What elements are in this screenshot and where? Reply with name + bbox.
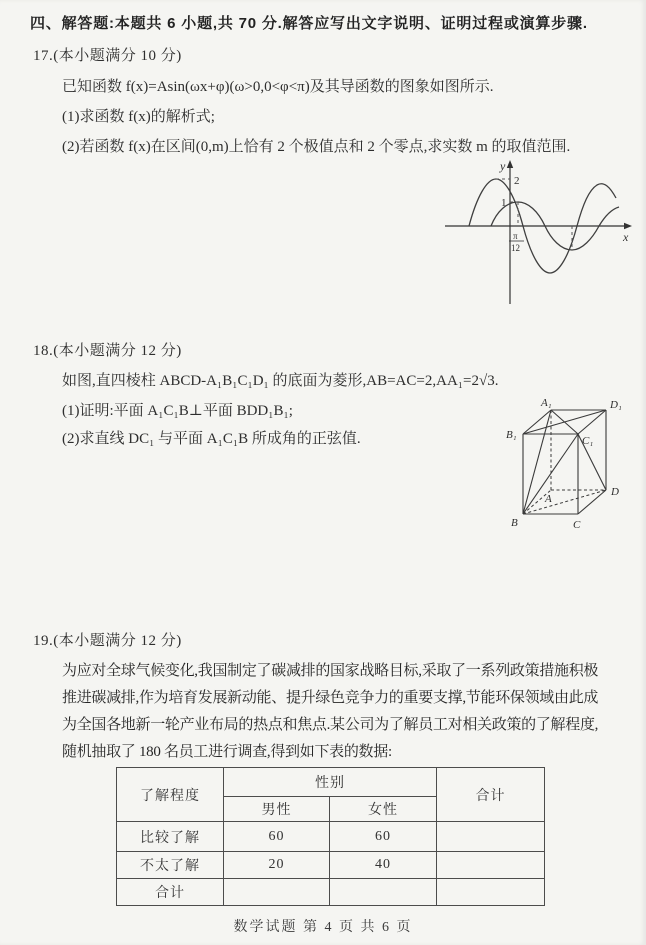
vertex-label-b: B — [511, 517, 518, 529]
table-cell-total-value — [437, 852, 545, 879]
x-axis-label: x — [623, 230, 629, 244]
prism-solid-edges — [523, 410, 606, 514]
q17-part-2: (2)若函数 f(x)在区间(0,m)上恰有 2 个极值点和 2 个零点,求实数 m 的取值范围. — [62, 139, 571, 155]
q19-paragraph-line: 随机抽取了 180 名员工进行调查,得到如下表的数据: — [62, 744, 392, 760]
q18-title: 18.(本小题满分 12 分) — [33, 343, 182, 359]
q17-function-graph — [437, 158, 642, 315]
section-header: 四、解答题:本题共 6 小题,共 70 分.解答应写出文字说明、证明过程或演算步骤. — [30, 15, 588, 32]
table-cell-row-label: 合计 — [117, 879, 224, 906]
q17-part-1: (1)求函数 f(x)的解析式; — [62, 109, 215, 125]
vertex-label-a1: A₁ — [541, 397, 552, 409]
y-tick-2: 2 — [514, 175, 520, 187]
y-axis-arrow-icon — [507, 160, 513, 168]
vertex-label-d1: D₁ — [610, 399, 622, 411]
table-header-male: 男性 — [224, 797, 330, 822]
x-tick-pi-numerator: π — [513, 231, 518, 241]
x-axis-arrow-icon — [624, 223, 632, 229]
q19-title: 19.(本小题满分 12 分) — [33, 633, 182, 649]
table-header-female: 女性 — [330, 797, 437, 822]
table-row — [117, 879, 545, 906]
q17-intro: 已知函数 f(x)=Asin(ωx+φ)(ω>0,0<φ<π)及其导函数的图象如图所示. — [62, 79, 494, 95]
x-tick-12-denominator: 12 — [511, 243, 520, 253]
q19-paragraph-line: 推进碳减排,作为培育发展新动能、提升绿色竞争力的重要支撑,节能环保领域由此成 — [62, 690, 599, 706]
table-cell-total-value — [437, 879, 545, 906]
q18-intro: 如图,直四棱柱 ABCD-A₁B₁C₁D₁ 的底面为菱形,AB=AC=2,AA₁=2√3. — [62, 373, 499, 389]
vertex-label-a: A — [545, 493, 552, 505]
vertex-label-d: D — [611, 486, 619, 498]
table-cell-male-value — [224, 879, 330, 906]
vertex-label-c: C — [573, 519, 581, 531]
table-cell-male-value: 60 — [224, 822, 330, 852]
y-axis-label: y — [500, 159, 506, 173]
table-header-degree: 了解程度 — [117, 768, 224, 822]
q18-part-1: (1)证明:平面 A₁C₁B⊥平面 BDD₁B₁; — [62, 403, 293, 419]
y-tick-1: 1 — [501, 197, 507, 209]
q19-paragraph-line: 为全国各地新一轮产业布局的热点和焦点.某公司为了解员工对相关政策的了解程度, — [62, 717, 599, 733]
table-cell-row-label: 比较了解 — [117, 822, 224, 852]
vertex-label-b1: B₁ — [506, 429, 517, 441]
table-cell-female-value: 40 — [330, 852, 437, 879]
table-header-gender: 性别 — [224, 768, 437, 797]
table-cell-female-value: 60 — [330, 822, 437, 852]
table-cell-male-value: 20 — [224, 852, 330, 879]
q17-title: 17.(本小题满分 10 分) — [33, 48, 182, 64]
page-footer: 数学试题 第 4 页 共 6 页 — [233, 920, 413, 935]
table-cell-row-label: 不太了解 — [117, 852, 224, 879]
q18-part-2: (2)求直线 DC₁ 与平面 A₁C₁B 所成角的正弦值. — [62, 431, 361, 447]
table-header-total: 合计 — [437, 768, 545, 822]
table-cell-female-value — [330, 879, 437, 906]
table-row — [117, 852, 545, 879]
q18-prism-figure — [503, 392, 628, 547]
survey-table — [116, 767, 545, 906]
vertex-label-c1: C₁ — [582, 435, 594, 447]
prism-hidden-edges — [523, 410, 606, 514]
q19-paragraph-line: 为应对全球气候变化,我国制定了碳减排的国家战略目标,采取了一系列政策措施积极 — [62, 663, 599, 679]
table-row — [117, 822, 545, 852]
table-cell-total-value — [437, 822, 545, 852]
